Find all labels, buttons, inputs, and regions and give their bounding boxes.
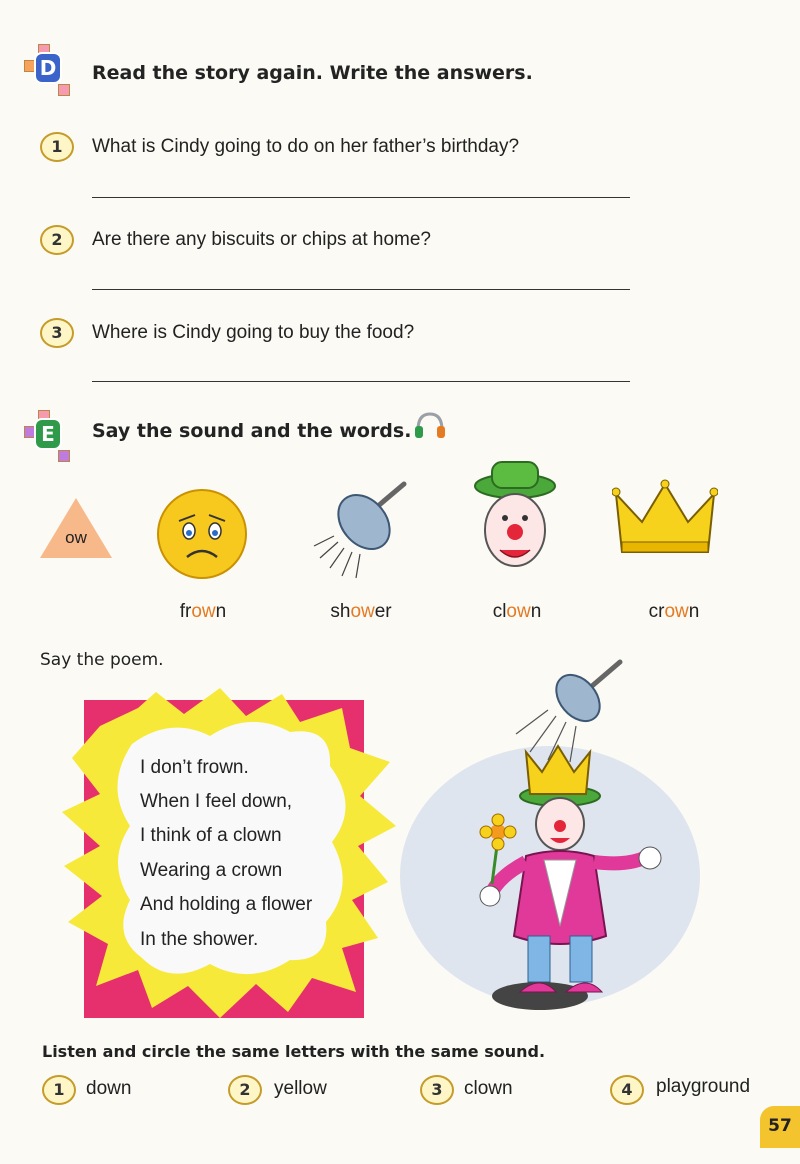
poem-frame <box>60 686 400 1026</box>
word-frown-pre: fr <box>179 601 192 622</box>
question-2-number: 2 <box>40 225 74 255</box>
word-shower-highlight: ow <box>350 601 375 622</box>
listen-item-3-word[interactable]: clown <box>464 1078 513 1099</box>
question-2-text: Are there any biscuits or chips at home? <box>92 229 432 250</box>
poem-line-3: I think of a clown <box>140 825 282 846</box>
frown-face-icon <box>155 487 249 581</box>
word-clown-post: n <box>530 601 542 622</box>
question-2-answer-line[interactable] <box>92 289 630 290</box>
word-frown <box>143 601 263 623</box>
question-1-answer-line[interactable] <box>92 197 630 198</box>
listen-item-2-word[interactable]: yellow <box>274 1078 327 1099</box>
poem-line-1: I don’t frown. <box>140 757 249 778</box>
listen-item-3-number: 3 <box>420 1075 454 1105</box>
section-d-badge <box>24 44 72 92</box>
shower-head-icon <box>308 478 412 582</box>
clown-shower-illustration <box>380 656 720 1026</box>
word-frown-post: n <box>215 601 227 622</box>
poem-line-4: Wearing a crown <box>140 860 283 881</box>
clown-head-icon <box>470 458 560 576</box>
poem-line-2: When I feel down, <box>140 791 293 812</box>
section-e-badge <box>24 410 72 458</box>
word-clown <box>457 601 577 623</box>
crown-icon <box>612 478 718 558</box>
section-d-letter: D <box>36 54 60 82</box>
word-crown <box>614 601 734 623</box>
poem-instruction: Say the poem. <box>40 650 164 670</box>
word-frown-highlight: ow <box>191 601 216 622</box>
listen-item-4-word[interactable]: playground <box>656 1076 751 1097</box>
sound-label: ow <box>65 528 87 547</box>
word-clown-pre: cl <box>492 601 507 622</box>
word-shower-post: er <box>374 601 392 622</box>
question-3-number: 3 <box>40 318 74 348</box>
listen-instruction: Listen and circle the same letters with the same sound. <box>42 1042 546 1061</box>
word-shower-pre: sh <box>330 601 351 622</box>
word-crown-pre: cr <box>648 601 665 622</box>
page-number: 57 <box>768 1116 792 1136</box>
word-crown-highlight: ow <box>664 601 689 622</box>
headphones-icon[interactable] <box>412 408 448 442</box>
poem-line-5: And holding a flower <box>140 894 313 915</box>
poem-line-6: In the shower. <box>140 929 259 950</box>
section-d-instruction: Read the story again. Write the answers. <box>92 62 533 84</box>
question-3-text: Where is Cindy going to buy the food? <box>92 322 415 343</box>
listen-item-1-number: 1 <box>42 1075 76 1105</box>
section-e-instruction: Say the sound and the words. <box>92 420 412 442</box>
listen-item-4-number: 4 <box>610 1075 644 1105</box>
word-clown-highlight: ow <box>506 601 531 622</box>
listen-item-2-number: 2 <box>228 1075 262 1105</box>
listen-item-1-word[interactable]: down <box>86 1078 132 1099</box>
word-crown-post: n <box>688 601 700 622</box>
section-e-letter: E <box>36 420 60 448</box>
question-1-text: What is Cindy going to do on her father’s birthday? <box>92 136 520 157</box>
question-1-number: 1 <box>40 132 74 162</box>
question-3-answer-line[interactable] <box>92 381 630 382</box>
word-shower <box>301 601 421 623</box>
